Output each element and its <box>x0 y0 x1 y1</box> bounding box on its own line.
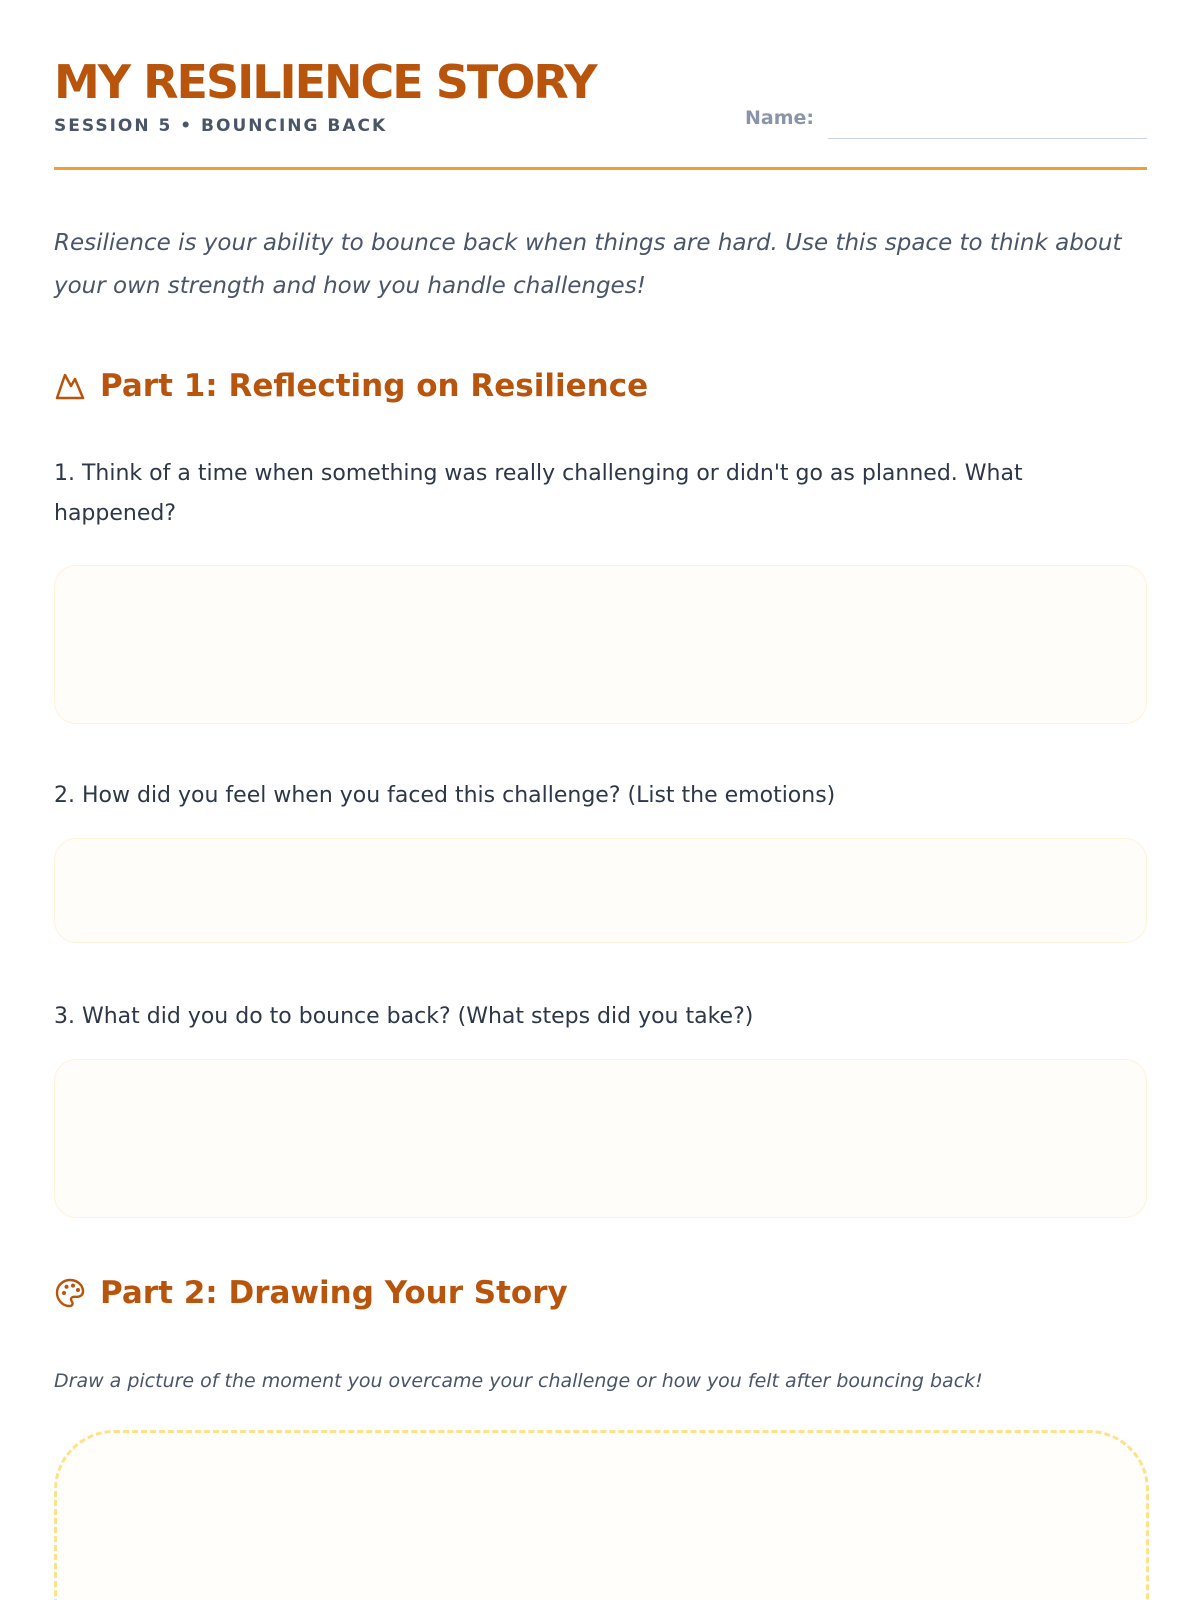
drawing-area[interactable] <box>54 1430 1149 1600</box>
question-2: 2. How did you feel when you faced this challenge? (List the emotions) <box>54 783 836 808</box>
answer-box-2[interactable] <box>54 838 1147 943</box>
page-title: MY RESILIENCE STORY <box>54 55 596 109</box>
answer-box-3[interactable] <box>54 1059 1147 1218</box>
question-3: 3. What did you do to bounce back? (What steps did you take?) <box>54 1004 754 1029</box>
name-field[interactable] <box>828 138 1147 139</box>
question-1: 1. Think of a time when something was really challenging or didn't go as planned. What happened? <box>54 461 1023 526</box>
draw-instruction: Draw a picture of the moment you overcame your challenge or how you felt after bouncing back! <box>54 1370 983 1392</box>
answer-box-1[interactable] <box>54 565 1147 724</box>
mountain-icon <box>54 370 86 402</box>
intro-text: Resilience is your ability to bounce back when things are hard. Use this space to think about your own strength and how you handle challenges! <box>54 230 1122 299</box>
palette-icon <box>54 1277 86 1309</box>
worksheet-page <box>54 0 1147 1392</box>
session-subtitle: SESSION 5 • BOUNCING BACK <box>54 116 388 136</box>
part2-heading-label: Part 2: Drawing Your Story <box>100 1275 568 1311</box>
part1-heading <box>54 368 648 404</box>
header-divider <box>54 167 1147 170</box>
worksheet-header <box>54 0 1147 170</box>
name-label: Name: <box>745 107 815 129</box>
part1-heading-label: Part 1: Reflecting on Resilience <box>100 368 649 404</box>
part2-heading <box>54 1275 568 1311</box>
